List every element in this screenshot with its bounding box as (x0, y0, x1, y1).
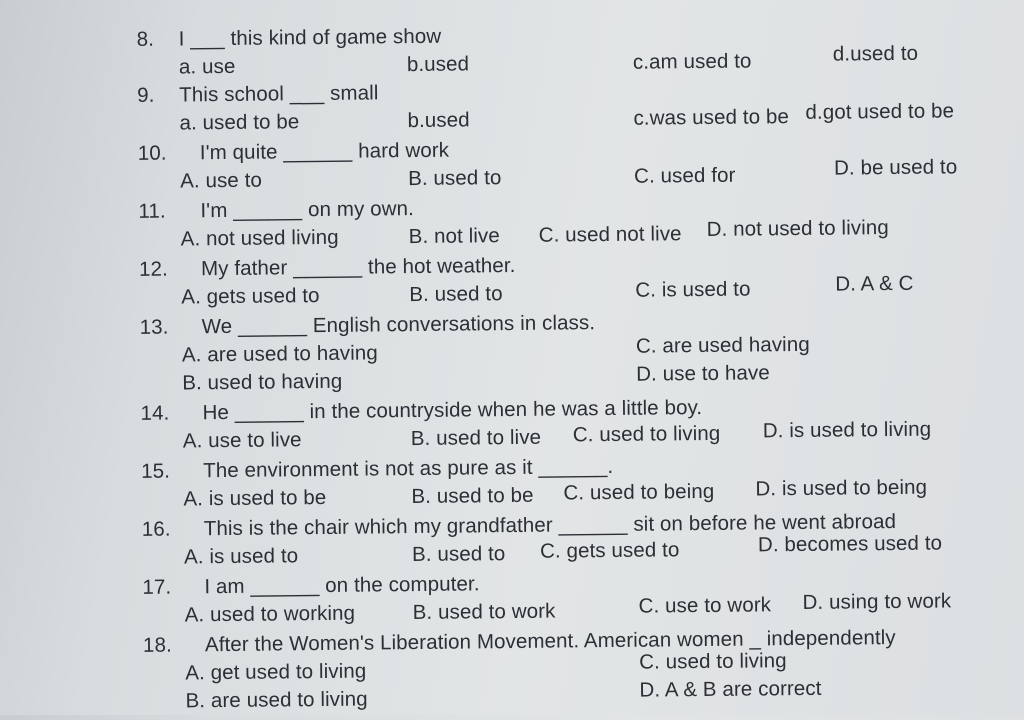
answer-option: A. used to working (184, 601, 356, 627)
answer-option: D. is used to being (755, 475, 928, 501)
question-text: My father ______ the hot weather. (200, 253, 516, 281)
answer-option: A. use to (180, 168, 263, 193)
question-text: I'm ______ on my own. (200, 197, 414, 223)
answer-option: D. becomes used to (757, 531, 943, 557)
answer-option: B. used to (408, 166, 502, 191)
answer-option: D. A & C (835, 271, 914, 296)
answer-option: c.am used to (632, 49, 752, 74)
answer-option: D. not used to living (706, 216, 889, 241)
answer-option: C. used to living (639, 649, 787, 674)
question-number: 16. (141, 517, 171, 541)
answer-option: B. used to (411, 542, 506, 567)
answer-option: d.got used to be (805, 99, 955, 124)
answer-option: a. use (178, 54, 236, 79)
answer-option: C. used for (633, 163, 736, 188)
answer-option: B. used to having (182, 369, 343, 395)
question-number: 10. (137, 141, 167, 165)
answer-option: b.used (406, 52, 470, 77)
answer-option: C. used to being (563, 479, 715, 505)
answer-option: D. A & B are correct (639, 676, 822, 702)
question-text: This is the chair which my grandfather ______ sit on before he went abroad (203, 509, 897, 541)
question-number: 13. (139, 315, 169, 339)
answer-option: A. is used to be (183, 485, 327, 511)
answer-option: A. is used to (183, 544, 299, 569)
answer-option: A. use to live (182, 428, 302, 453)
question-text: This school ___ small (179, 81, 379, 107)
answer-option: D. be used to (833, 155, 958, 180)
question-text: We ______ English conversations in class. (201, 311, 596, 339)
answer-option: C. use to work (638, 593, 772, 618)
question-stem (140, 396, 702, 426)
question-stem (141, 455, 613, 484)
answer-option: B. used to be (411, 483, 534, 509)
answer-option: B. used to (409, 282, 503, 307)
answer-option: B. not live (408, 224, 500, 249)
question-text: I ___ this kind of game show (178, 24, 442, 51)
question-text: After the Women's Liberation Movement. American women _ independently (204, 625, 896, 657)
answer-option: A. get used to living (185, 659, 367, 685)
question-number: 8. (136, 27, 155, 51)
question-number: 18. (142, 633, 172, 657)
answer-option: A. gets used to (181, 284, 320, 309)
answer-option: A. not used living (180, 225, 339, 251)
question-text: The environment is not as pure as it ______. (203, 454, 614, 483)
question-number: 9. (137, 83, 155, 107)
question-stem (142, 572, 479, 600)
answer-option: D. use to have (636, 361, 770, 386)
question-number: 11. (138, 199, 166, 223)
question-stem (138, 139, 449, 166)
answer-option: C. used not live (538, 222, 682, 247)
answer-option: D. using to work (802, 589, 952, 614)
answer-option: C. are used having (635, 332, 810, 358)
question-number: 14. (140, 401, 170, 425)
answer-option: a. used to be (179, 110, 300, 135)
answer-option: C. is used to (635, 277, 751, 302)
question-stem (137, 81, 378, 108)
answer-option: B. are used to living (185, 687, 368, 713)
question-text: He ______ in the countryside when he was a little boy. (202, 396, 703, 425)
question-stem (139, 254, 516, 282)
question-number: 15. (141, 459, 171, 483)
answer-option: C. gets used to (539, 538, 680, 563)
answer-option: C. used to living (572, 421, 721, 447)
answer-option: D. is used to living (762, 417, 932, 443)
answer-option: B. used to live (410, 425, 542, 451)
question-stem (138, 197, 414, 224)
question-stem (137, 25, 442, 52)
answer-option: d.used to (832, 41, 919, 66)
question-stem (140, 311, 596, 340)
answer-option: b.used (407, 108, 470, 133)
question-number: 12. (138, 257, 168, 281)
question-text: I'm quite ______ hard work (199, 138, 450, 165)
answer-option: c.was used to be (633, 105, 790, 130)
question-number: 17. (142, 575, 172, 599)
answer-option: A. are used to having (181, 341, 378, 367)
answer-option: B. used to work (412, 599, 556, 625)
question-text: I am ______ on the computer. (204, 572, 480, 599)
